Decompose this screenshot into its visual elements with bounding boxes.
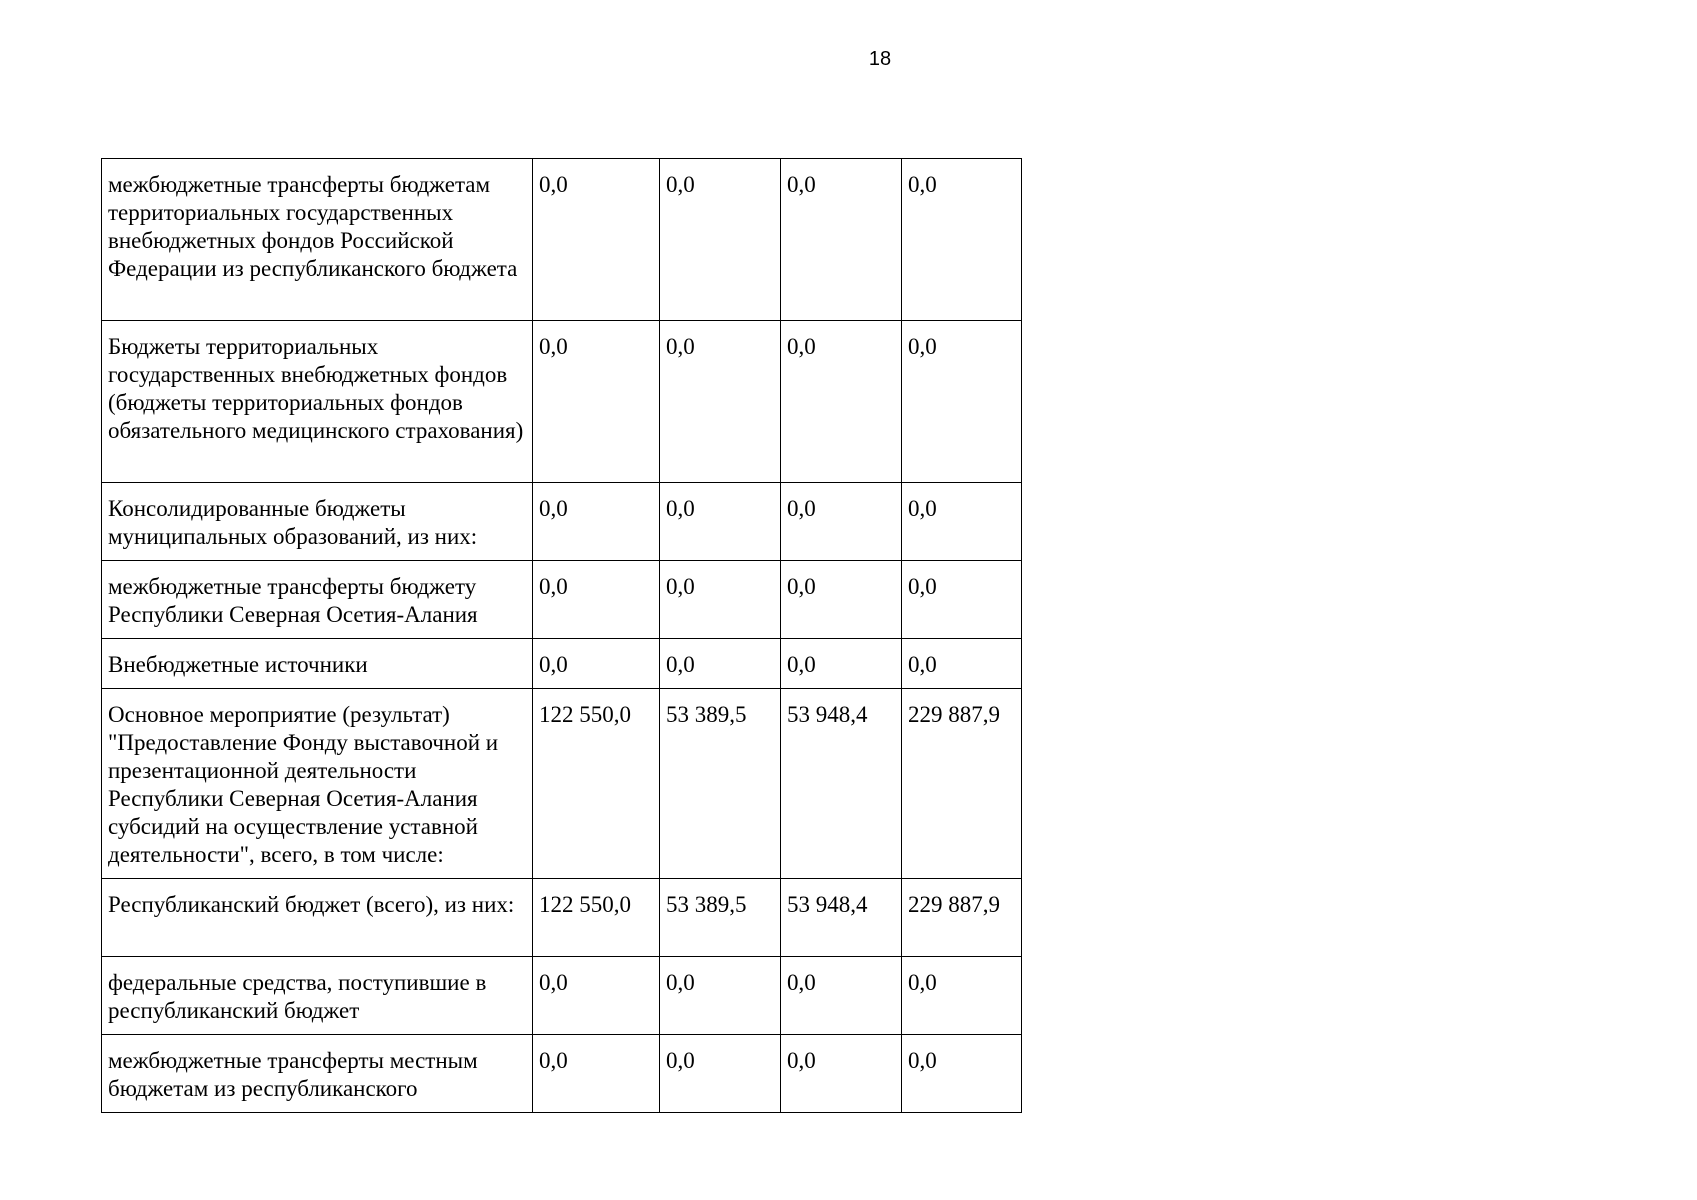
row-value: 0,0 [533,957,660,1035]
row-label: Консолидированные бюджеты муниципальных образований, из них: [102,483,533,561]
row-value: 0,0 [781,321,902,483]
row-value: 0,0 [660,1035,781,1113]
row-label: межбюджетные трансферты бюджетам территориальных государственных внебюджетных фондов Российской Федерации из республиканского бюджета [102,159,533,321]
table-row [102,957,1022,1035]
row-value: 53 389,5 [660,879,781,957]
row-value: 0,0 [533,159,660,321]
row-value: 0,0 [781,1035,902,1113]
row-value: 0,0 [781,561,902,639]
row-value: 122 550,0 [533,689,660,879]
row-value: 0,0 [781,639,902,689]
row-value: 122 550,0 [533,879,660,957]
row-value: 0,0 [902,957,1022,1035]
row-value: 0,0 [660,321,781,483]
row-value: 229 887,9 [902,689,1022,879]
row-value: 229 887,9 [902,879,1022,957]
row-value: 0,0 [533,561,660,639]
row-value: 0,0 [660,639,781,689]
row-value: 0,0 [533,483,660,561]
row-value: 53 948,4 [781,879,902,957]
row-value: 0,0 [781,957,902,1035]
row-value: 0,0 [902,639,1022,689]
row-value: 53 389,5 [660,689,781,879]
row-label: межбюджетные трансферты бюджету Республики Северная Осетия-Алания [102,561,533,639]
row-value: 0,0 [902,321,1022,483]
page-number: 18 [868,48,892,70]
row-value: 0,0 [781,483,902,561]
row-value: 0,0 [902,1035,1022,1113]
table-row [102,561,1022,639]
row-label: Основное мероприятие (результат) "Предоставление Фонду выставочной и презентационной деятельности Республики Северная Осетия-Алания субсидий на осуществление уставной деятельности", всего, в том числе: [102,689,533,879]
row-value: 0,0 [533,639,660,689]
table-row [102,879,1022,957]
row-label: Внебюджетные источники [102,639,533,689]
table-row [102,639,1022,689]
row-value: 0,0 [660,957,781,1035]
row-value: 0,0 [660,561,781,639]
table-row [102,1035,1022,1113]
row-label: Республиканский бюджет (всего), из них: [102,879,533,957]
row-value: 0,0 [533,1035,660,1113]
row-label: Бюджеты территориальных государственных внебюджетных фондов (бюджеты территориальных фондов обязательного медицинского страхования) [102,321,533,483]
table-row [102,159,1022,321]
budget-table [101,158,1022,1113]
row-value: 0,0 [902,483,1022,561]
row-value: 0,0 [902,561,1022,639]
row-label: федеральные средства, поступившие в республиканский бюджет [102,957,533,1035]
row-value: 0,0 [902,159,1022,321]
table-row [102,321,1022,483]
table-row [102,689,1022,879]
row-value: 0,0 [533,321,660,483]
row-value: 0,0 [660,483,781,561]
budget-table-body [102,159,1022,1113]
row-value: 53 948,4 [781,689,902,879]
row-label: межбюджетные трансферты местным бюджетам из республиканского [102,1035,533,1113]
row-value: 0,0 [660,159,781,321]
row-value: 0,0 [781,159,902,321]
table-row [102,483,1022,561]
